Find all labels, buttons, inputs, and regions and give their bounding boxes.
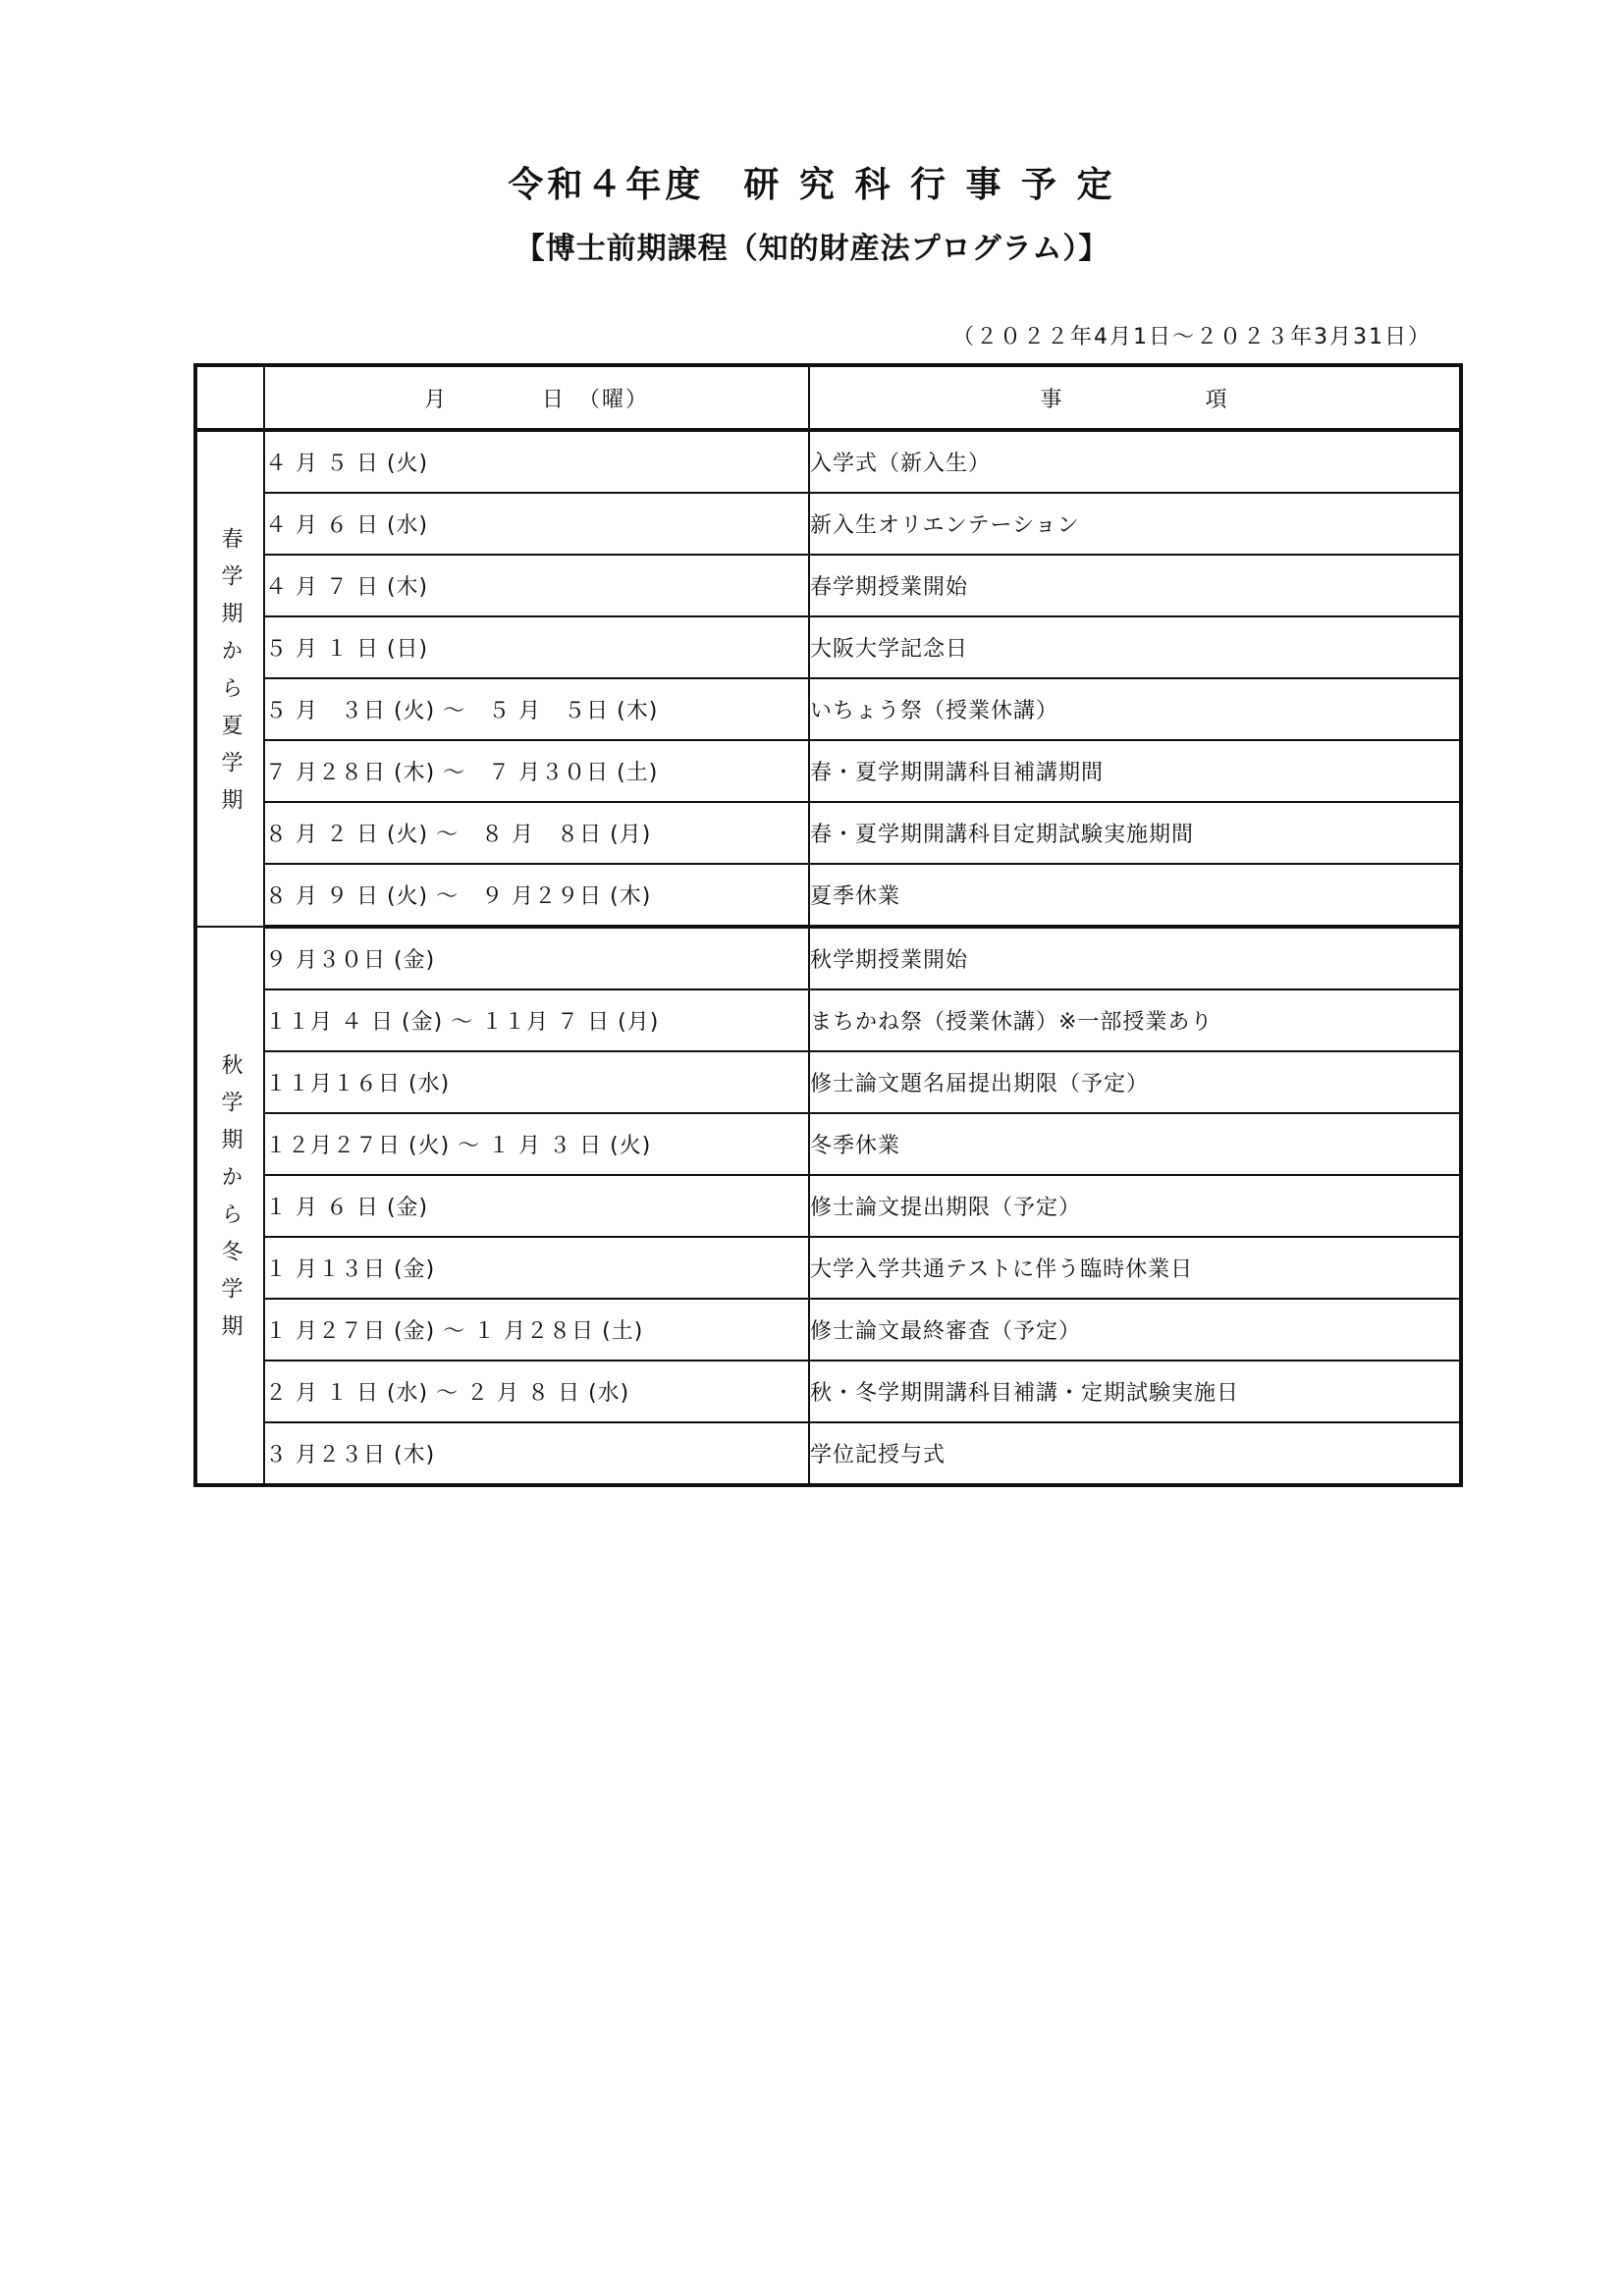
header-term [195,365,264,430]
event-cell: 大学入学共通テストに伴う臨時休業日 [809,1237,1461,1299]
table-row [195,430,1461,493]
date-cell: ５ 月 ３日 (火) ～ ５ 月 ５日 (木) [264,678,809,740]
event-cell: 春学期授業開始 [809,555,1461,616]
table-row [195,927,1461,989]
table-row [195,1051,1461,1113]
date-cell: １２月２７日 (火) ～ １ 月 ３ 日 (火) [264,1113,809,1175]
event-cell: 大阪大学記念日 [809,616,1461,678]
table-row [195,802,1461,864]
header-date: 月 日 （曜） [264,365,809,430]
term-text: 春学期から夏学期 [218,526,243,826]
page-title: 令和４年度 研 究 科 行 事 予 定 [508,165,1116,205]
table-row [195,1361,1461,1422]
date-cell: １１月１６日 (水) [264,1051,809,1113]
date-cell: ７ 月２８日 (木) ～ ７ 月３０日 (土) [264,740,809,802]
event-cell: まちかね祭（授業休講）※一部授業あり [809,989,1461,1051]
table-row [195,616,1461,678]
table-row [195,1299,1461,1361]
event-cell: 学位記授与式 [809,1422,1461,1485]
event-cell: 修士論文提出期限（予定） [809,1175,1461,1237]
date-cell: ８ 月 ２ 日 (火) ～ ８ 月 ８日 (月) [264,802,809,864]
table-row [195,1113,1461,1175]
term-text: 秋学期から冬学期 [218,1053,243,1352]
event-cell: 夏季休業 [809,864,1461,927]
table-row [195,1422,1461,1485]
date-cell: １ 月１３日 (金) [264,1237,809,1299]
page-subtitle: 【博士前期課程（知的財産法プログラム）】 [514,232,1110,266]
event-cell: 新入生オリエンテーション [809,493,1461,555]
date-cell: ４ 月 ７ 日 (木) [264,555,809,616]
table-row [195,493,1461,555]
date-cell: ９ 月３０日 (金) [264,927,809,989]
event-cell: いちょう祭（授業休講） [809,678,1461,740]
table-row [195,989,1461,1051]
table-row [195,1175,1461,1237]
table-row [195,1237,1461,1299]
table-body [195,430,1461,1485]
term-label-autumn-winter [195,927,264,1485]
event-cell: 修士論文題名届提出期限（予定） [809,1051,1461,1113]
event-cell: 春・夏学期開講科目補講期間 [809,740,1461,802]
table-row [195,678,1461,740]
event-cell: 入学式（新入生） [809,430,1461,493]
date-cell: ４ 月 ５ 日 (火) [264,430,809,493]
date-range: （２０２２年4月1日～２０２３年3月31日） [952,325,1432,349]
schedule-table [193,363,1463,1487]
date-cell: ４ 月 ６ 日 (水) [264,493,809,555]
event-cell: 冬季休業 [809,1113,1461,1175]
date-cell: ８ 月 ９ 日 (火) ～ ９ 月２９日 (木) [264,864,809,927]
date-cell: １ 月２７日 (金) ～ １ 月２８日 (土) [264,1299,809,1361]
date-cell: ２ 月 １ 日 (水) ～ ２ 月 ８ 日 (水) [264,1361,809,1422]
table-row [195,864,1461,927]
date-cell: １ 月 ６ 日 (金) [264,1175,809,1237]
header-event: 事 項 [809,365,1461,430]
event-cell: 秋学期授業開始 [809,927,1461,989]
table-header [195,365,1461,430]
table-row [195,555,1461,616]
event-cell: 春・夏学期開講科目定期試験実施期間 [809,802,1461,864]
term-label-spring-summer [195,430,264,927]
event-cell: 修士論文最終審査（予定） [809,1299,1461,1361]
event-cell: 秋・冬学期開講科目補講・定期試験実施日 [809,1361,1461,1422]
date-cell: ３ 月２３日 (木) [264,1422,809,1485]
table-row [195,740,1461,802]
date-cell: １１月 ４ 日 (金) ～ １１月 ７ 日 (月) [264,989,809,1051]
date-cell: ５ 月 １ 日 (日) [264,616,809,678]
